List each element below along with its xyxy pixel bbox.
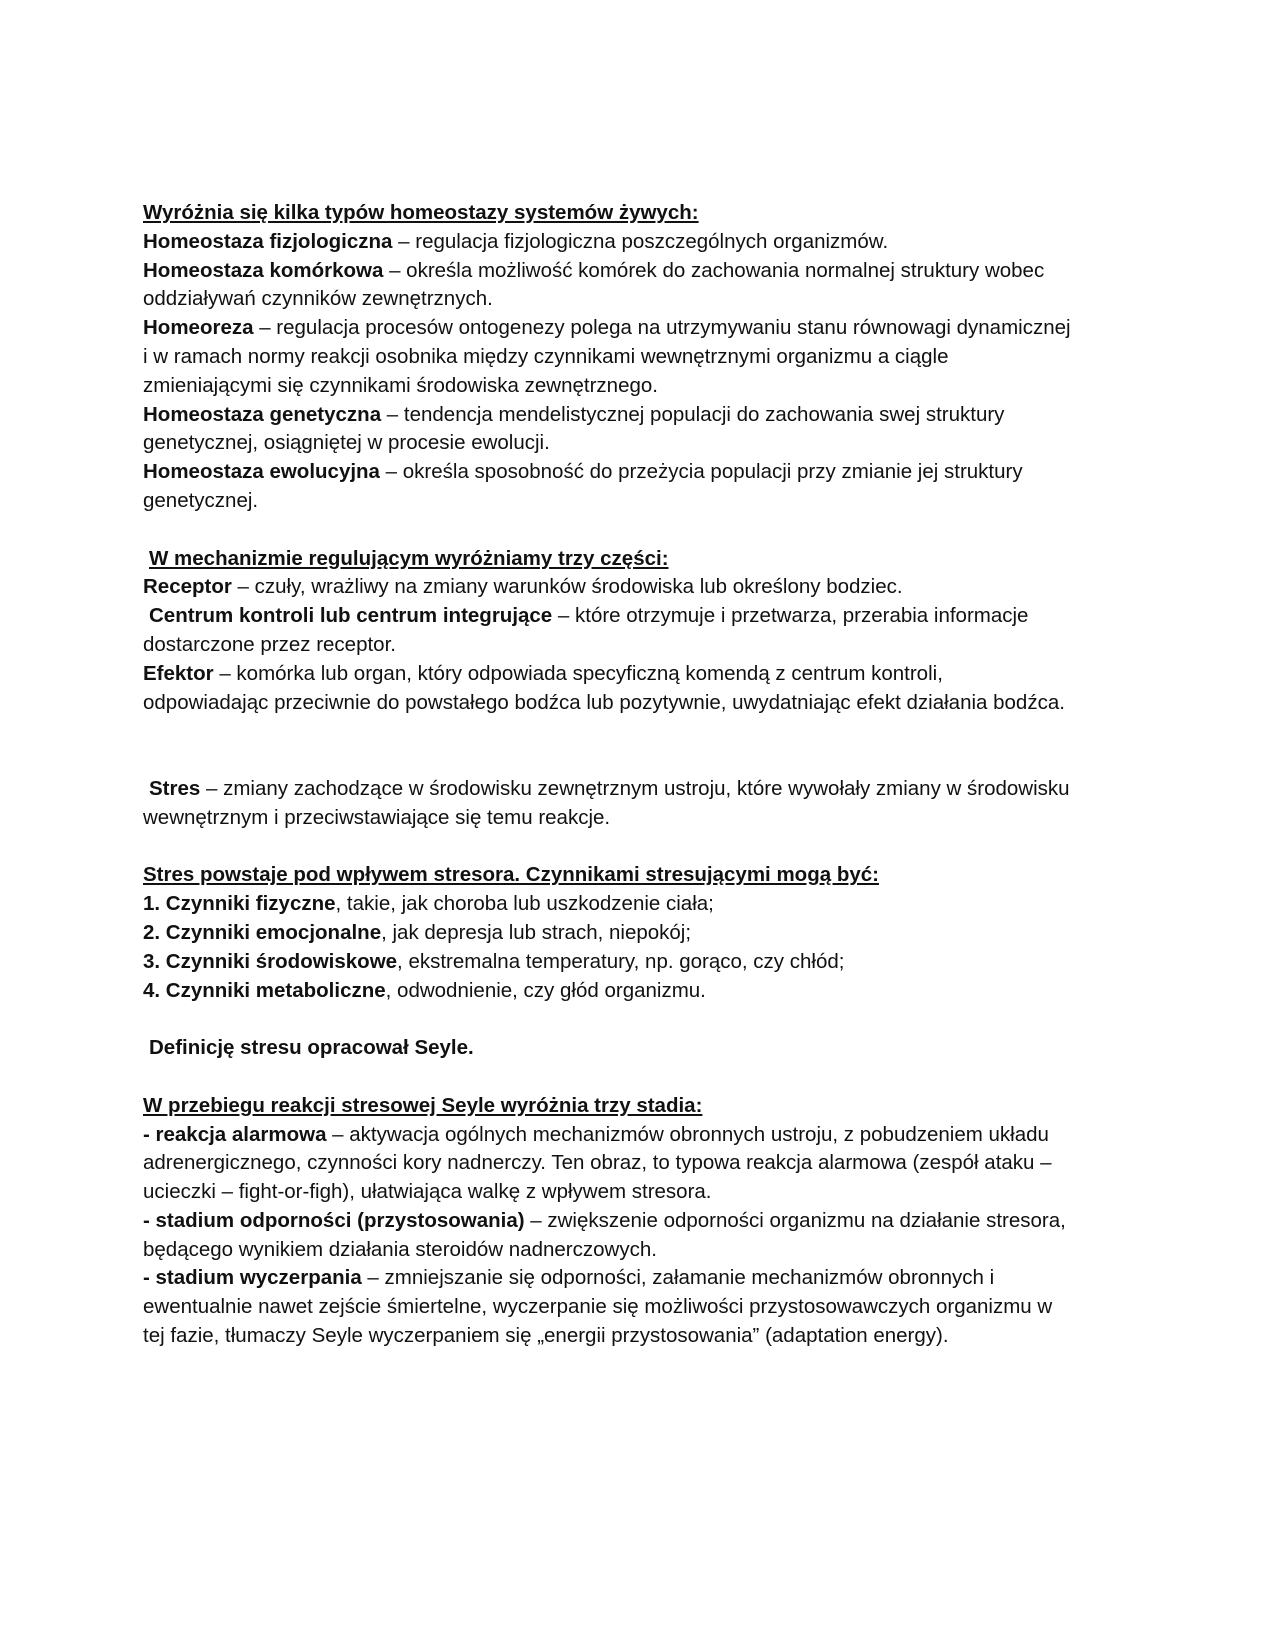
term-description: – tendencja mendelistycznej populacji do zachowania swej struktury genetycznej, osiągniętej w procesie ewolucji. <box>143 402 1005 455</box>
term: Homeoreza <box>143 316 254 340</box>
stage-item <box>143 1264 1073 1350</box>
section-heading-stress-stages: W przebiegu reakcji stresowej Seyle wyróżnia trzy stadia: <box>143 1093 703 1117</box>
term: 4. Czynniki metaboliczne <box>143 978 386 1002</box>
definition-item <box>143 573 1073 602</box>
term: Homeostaza komórkowa <box>143 258 384 282</box>
definition-item <box>143 602 1073 660</box>
bold-note: Definicję stresu opracował Seyle. <box>149 1036 474 1060</box>
term-description: – aktywacja ogólnych mechanizmów obronnych ustroju, z pobudzeniem układu adrenergicznego, czynności kory nadnerczy. Ten obraz, to typowa reakcja alarmowa (zespół ataku – ucieczki – fight-or-figh), ułatwiająca walkę z wpływem stresora. <box>143 1122 1052 1204</box>
stage-item <box>143 1207 1073 1265</box>
term-description: – zmiany zachodzące w środowisku zewnętrznym ustroju, które wywołały zmiany w środowisku wewnętrznym i przeciwstawiające się temu reakcje. <box>143 776 1070 829</box>
term: Homeostaza ewolucyjna <box>143 460 380 484</box>
term: 3. Czynniki środowiskowe <box>143 949 398 973</box>
term: Stres <box>149 776 201 800</box>
definition-item <box>143 314 1073 400</box>
stage-item <box>143 1121 1073 1207</box>
term-description: , takie, jak choroba lub uszkodzenie ciała; <box>335 892 714 916</box>
term: - stadium wyczerpania <box>143 1266 362 1290</box>
list-item <box>143 948 1073 977</box>
definition-item <box>143 257 1073 315</box>
section-heading-stressors: Stres powstaje pod wpływem stresora. Czynnikami stresującymi mogą być: <box>143 863 879 887</box>
document-page <box>143 199 1073 1351</box>
stress-definition <box>143 775 1073 833</box>
list-item <box>143 977 1073 1006</box>
section-heading-regulation-mechanism: W mechanizmie regulującym wyróżniamy trzy części: <box>149 546 669 570</box>
definition-item <box>143 401 1073 459</box>
term-description: , odwodnienie, czy głód organizmu. <box>385 978 706 1002</box>
term-description: – które otrzymuje i przetwarza, przerabia informacje dostarczone przez receptor. <box>143 604 1029 656</box>
term: - stadium odporności (przystosowania) <box>143 1208 525 1232</box>
term: Efektor <box>143 661 214 685</box>
term-description: – regulacja procesów ontogenezy polega na utrzymywaniu stanu równowagi dynamicznej i w ramach normy reakcji osobnika między czynnikami wewnętrznymi organizmu a ciągle zmieniającymi się czynnikami środowiska zewnętrznego. <box>143 316 1071 397</box>
term: Homeostaza fizjologiczna <box>143 229 393 253</box>
term-description: – komórka lub organ, który odpowiada specyficzną komendą z centrum kontroli, odpowiadając przeciwnie do powstałego bodźca lub pozytywnie, uwydatniając efekt działania bodźca. <box>143 661 1065 714</box>
definition-item <box>143 228 1073 257</box>
section-heading-homeostasis-types: Wyróżnia się kilka typów homeostazy systemów żywych: <box>143 201 699 224</box>
list-item <box>143 890 1073 919</box>
term-description: – zwiększenie odporności organizmu na działanie stresora, będącego wynikiem działania steroidów nadnerczowych. <box>143 1208 1066 1261</box>
term-description: , jak depresja lub strach, niepokój; <box>381 920 692 944</box>
term: Receptor <box>143 575 232 599</box>
term: Centrum kontroli lub centrum integrujące <box>149 604 553 628</box>
term: - reakcja alarmowa <box>143 1122 327 1146</box>
definition-item <box>143 458 1073 516</box>
seyle-definition-note <box>143 1034 1073 1063</box>
term-description: – określa możliwość komórek do zachowania normalnej struktury wobec oddziaływań czynników zewnętrznych. <box>143 258 1045 311</box>
list-item <box>143 919 1073 948</box>
term-description: – regulacja fizjologiczna poszczególnych organizmów. <box>392 229 889 253</box>
term-description: – zmniejszanie się odporności, załamanie mechanizmów obronnych i ewentualnie nawet zejście śmiertelne, wyczerpanie się możliwości przystosowawczych organizmu w tej fazie, tłumaczy Seyle wyczerpaniem się „energii przystosowania” (adaptation energy). <box>143 1266 1053 1348</box>
term-description: – określa sposobność do przeżycia populacji przy zmianie jej struktury genetycznej. <box>143 460 1023 512</box>
definition-item <box>143 660 1073 718</box>
term: 2. Czynniki emocjonalne <box>143 920 382 944</box>
term-description: , ekstremalna temperatury, np. gorąco, czy chłód; <box>397 949 845 973</box>
term: Homeostaza genetyczna <box>143 402 382 426</box>
term-description: – czuły, wrażliwy na zmiany warunków środowiska lub określony bodziec. <box>231 575 903 599</box>
term: 1. Czynniki fizyczne <box>143 892 336 916</box>
